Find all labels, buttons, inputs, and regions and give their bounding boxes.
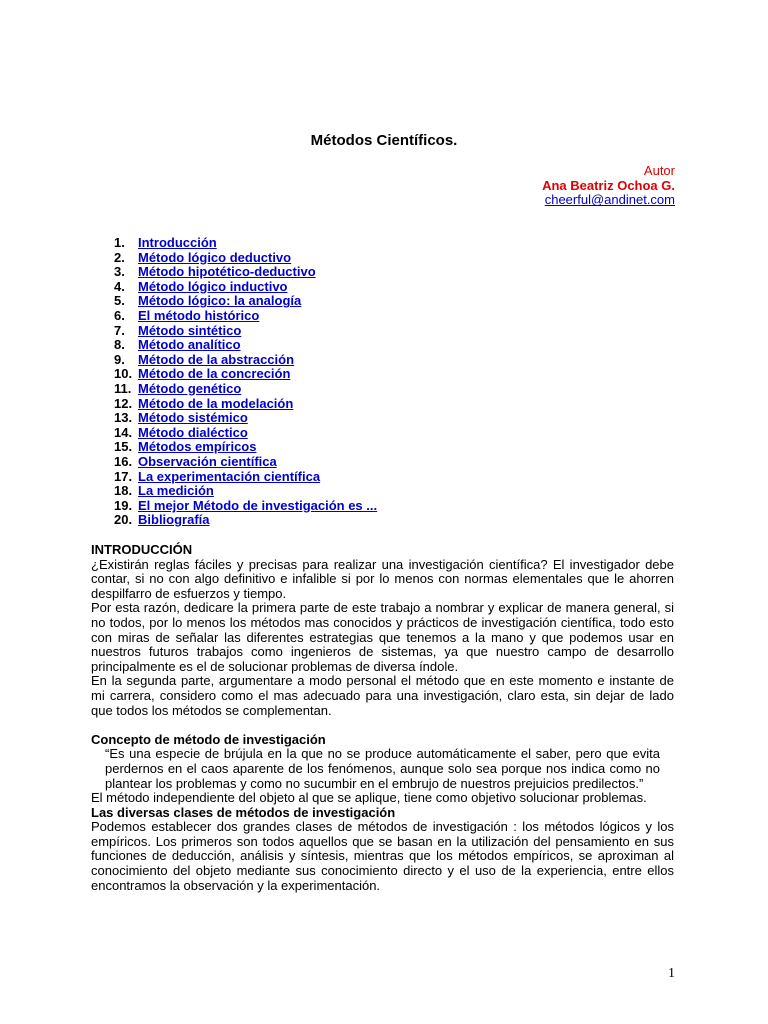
- toc-link-analogia[interactable]: Método lógico: la analogía: [138, 293, 302, 309]
- toc-number: 2.: [114, 249, 125, 265]
- toc-number: 15.: [114, 439, 133, 455]
- toc-item: [114, 309, 377, 324]
- author-block: [542, 164, 675, 208]
- toc-number: 3.: [114, 264, 125, 280]
- author-name: Ana Beatriz Ochoa G.: [542, 177, 675, 193]
- toc-number: 9.: [114, 351, 125, 367]
- clases-heading: Las diversas clases de métodos de investigación: [91, 804, 396, 820]
- author-email-link[interactable]: cheerful@andinet.com: [544, 192, 675, 208]
- toc-number: 8.: [114, 337, 125, 353]
- toc-link-hipotetico-deductivo[interactable]: Método hipotético-deductivo: [138, 264, 316, 280]
- toc-link-abstraccion[interactable]: Método de la abstracción: [138, 351, 295, 367]
- toc-item: [114, 455, 377, 470]
- toc-link-modelacion[interactable]: Método de la modelación: [138, 395, 294, 411]
- toc-item: [114, 513, 377, 528]
- toc-link-dialectico[interactable]: Método dialéctico: [138, 424, 248, 440]
- toc-item: [114, 236, 377, 251]
- toc-number: 18.: [114, 483, 133, 499]
- toc-number: 19.: [114, 497, 133, 513]
- introduccion-heading: INTRODUCCIÓN: [91, 542, 193, 557]
- toc-number: 11.: [114, 380, 132, 396]
- toc-link-sistemico[interactable]: Método sistémico: [138, 410, 248, 426]
- toc-item: [114, 265, 377, 280]
- toc-item: [114, 367, 377, 382]
- toc-number: 1.: [114, 235, 125, 250]
- toc-link-genetico[interactable]: Método genético: [138, 380, 242, 396]
- toc-link-medicion[interactable]: La medición: [138, 483, 214, 499]
- concepto-heading: Concepto de método de investigación: [91, 731, 326, 747]
- toc-item: [114, 411, 377, 426]
- toc-item: [114, 440, 377, 455]
- intro-paragraph-2: Por esta razón, dedicare la primera parte de este trabajo a nombrar y explicar de manera general, si no todos, por lo menos los métodos mas conocidos y prácticos de investigación científica, todo esto con miras de señalar las diferentes estrategias que tenemos a la mano y que podemos usar en nuestros futuros trabajos como ingenieros de sistemas, ya que nuestro campo de desarrollo principalmente es el de solucionar problemas de diversa índole.: [91, 600, 674, 674]
- toc-number: 17.: [114, 468, 133, 484]
- toc-number: 16.: [114, 453, 133, 469]
- page-number: 1: [668, 966, 675, 981]
- toc-item: [114, 353, 377, 368]
- toc-number: 13.: [114, 410, 133, 426]
- toc-link-analitico[interactable]: Método analítico: [138, 337, 241, 353]
- toc-item: [114, 499, 377, 514]
- toc-number: 10.: [114, 366, 133, 382]
- toc-item: [114, 426, 377, 441]
- toc-link-observacion[interactable]: Observación científica: [138, 453, 277, 469]
- table-of-contents: [114, 236, 377, 528]
- toc-item: [114, 324, 377, 339]
- toc-number: 12.: [114, 395, 133, 411]
- toc-link-bibliografia[interactable]: Bibliografía: [138, 512, 210, 528]
- document-body: [91, 543, 674, 893]
- toc-item: [114, 294, 377, 309]
- clases-paragraph: Podemos establecer dos grandes clases de métodos de investigación : los métodos lógicos y los empíricos. Los primeros son todos aquellos que se basan en la utilización del pensamiento en sus funciones de deducción, análisis y síntesis, mientras que los métodos empíricos, se aproximan al conocimiento del objeto mediante sus conocimiento directo y el uso de la experiencia, entre ellos encontramos la observación y la experimentación.: [91, 819, 674, 893]
- toc-item: [114, 338, 377, 353]
- toc-link-sintetico[interactable]: Método sintético: [138, 322, 242, 338]
- toc-link-experimentacion[interactable]: La experimentación científica: [138, 468, 321, 484]
- toc-link-logico-deductivo[interactable]: Método lógico deductivo: [138, 249, 292, 265]
- toc-number: 7.: [114, 322, 125, 338]
- toc-number: 5.: [114, 293, 125, 309]
- intro-paragraph-1: ¿Existirán reglas fáciles y precisas para realizar una investigación científica? El investigador debe contar, si no con algo definitivo e infalible si por lo menos con normas elementales que le ahorren despilfarro de esfuerzos y tiempo.: [91, 556, 674, 601]
- toc-link-empiricos[interactable]: Métodos empíricos: [138, 439, 257, 455]
- toc-item: [114, 251, 377, 266]
- author-label: Autor: [643, 163, 675, 178]
- toc-item: [114, 397, 377, 412]
- toc-item: [114, 382, 377, 397]
- toc-item: [114, 470, 377, 485]
- toc-link-historico[interactable]: El método histórico: [138, 307, 260, 323]
- toc-link-concrecion[interactable]: Método de la concreción: [138, 366, 291, 382]
- toc-number: 14.: [114, 424, 133, 440]
- concept-note: El método independiente del objeto al que se aplique, tiene como objetivo solucionar problemas.: [91, 790, 647, 806]
- toc-item: [114, 484, 377, 499]
- toc-number: 4.: [114, 278, 125, 294]
- intro-paragraph-3: En la segunda parte, argumentare a modo personal el método que en este momento e instante de mi carrera, considero como el mas adecuado para una investigación, claro esta, sin dejar de lado que todos los métodos se complementan.: [91, 673, 674, 718]
- page-title: Métodos Científicos.: [310, 132, 458, 149]
- concept-quote: “Es una especie de brújula en la que no se produce automáticamente el saber, pero que evita perdernos en el caos aparente de los fenómenos, aunque solo sea porque nos indica como no plantear los problemas y como no sucumbir en el embrujo de nuestros prejuicios predilectos.”: [105, 746, 660, 791]
- toc-link-mejor-metodo[interactable]: El mejor Método de investigación es ...: [138, 497, 378, 513]
- toc-number: 20.: [114, 512, 133, 528]
- toc-number: 6.: [114, 307, 125, 323]
- toc-item: [114, 280, 377, 295]
- toc-link-introduccion[interactable]: Introducción: [138, 235, 217, 250]
- toc-link-logico-inductivo[interactable]: Método lógico inductivo: [138, 278, 288, 294]
